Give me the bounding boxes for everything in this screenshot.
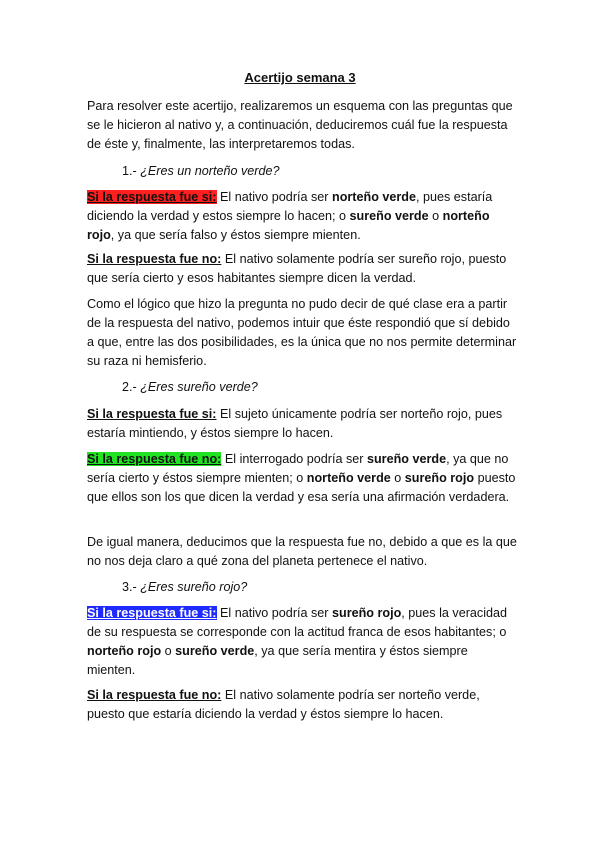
- q2-no-bold-3: sureño rojo: [404, 471, 475, 485]
- q3-no-paragraph: [87, 686, 517, 724]
- q2-no-text: El interrogado podría ser: [221, 452, 367, 466]
- q1-yes-text: o: [428, 209, 443, 223]
- question-1-number: 1.-: [122, 164, 137, 178]
- question-1: [122, 162, 280, 181]
- q3-yes-text: , pues la veracidad de su respuesta se corresponde con la actitud franca de esos habitantes; o: [87, 606, 508, 639]
- q3-yes-text: El nativo podría ser: [216, 606, 333, 620]
- q1-yes-bold-1: norteño verde: [332, 190, 416, 204]
- q1-yes-label: Si la respuesta fue si:: [87, 190, 217, 204]
- q3-yes-text: , ya que sería mentira y éstos siempre mienten.: [87, 644, 468, 677]
- question-3: [122, 578, 247, 597]
- q3-yes-paragraph: [87, 604, 517, 680]
- q2-no-bold-1: sureño verde: [366, 452, 447, 466]
- q1-no-text: El nativo solamente podría ser sureño rojo, puesto que sería cierto y esos habitantes siempre dicen la verdad.: [87, 252, 507, 285]
- question-3-text: ¿Eres sureño rojo?: [140, 580, 248, 594]
- q3-yes-bold-3: sureño verde: [175, 644, 255, 658]
- q2-no-text: o: [390, 471, 405, 485]
- q2-no-text: , ya que no sería cierto y éstos siempre mienten; o: [87, 452, 509, 485]
- question-2-text: ¿Eres sureño verde?: [140, 380, 258, 394]
- q1-no-paragraph: [87, 250, 517, 288]
- q1-yes-text: , pues estaría diciendo la verdad y estos siempre lo hacen; o: [87, 190, 493, 223]
- q1-no-label: Si la respuesta fue no:: [87, 252, 222, 266]
- question-2-number: 2.-: [122, 380, 137, 394]
- q1-yes-bold-3: norteño rojo: [87, 209, 490, 242]
- q2-no-bold-2: norteño verde: [306, 471, 391, 485]
- q2-no-paragraph: [87, 450, 517, 507]
- q2-conclusion: De igual manera, deducimos que la respuesta fue no, debido a que es la que no nos deja claro a qué zona del planeta pertenece el nativo.: [87, 535, 517, 568]
- q1-yes-text: El nativo podría ser: [216, 190, 333, 204]
- question-2: [122, 378, 258, 397]
- q1-conclusion: Como el lógico que hizo la pregunta no pudo decir de qué clase era a partir de la respuesta del nativo, podemos intuir que éste respondió que sí debido a que, entre las dos posibilidades, es la única que no nos permite determinar su raza ni hemisferio.: [87, 297, 517, 368]
- q3-yes-bold-1: sureño rojo: [332, 606, 402, 620]
- question-3-number: 3.-: [122, 580, 137, 594]
- q3-yes-label: Si la respuesta fue si:: [87, 606, 217, 620]
- q3-no-text: El nativo solamente podría ser norteño verde, puesto que estaría diciendo la verdad y éstos siempre lo hacen.: [87, 688, 480, 721]
- document-title: Acertijo semana 3: [244, 70, 356, 85]
- q3-yes-bold-2: norteño rojo: [87, 644, 162, 658]
- q2-yes-label: Si la respuesta fue si:: [87, 407, 217, 421]
- intro-paragraph: Para resolver este acertijo, realizaremos un esquema con las preguntas que se le hicieron al nativo y, a continuación, deduciremos cuál fue la respuesta de éste y, finalmente, las interpretaremos todas.: [87, 99, 513, 151]
- q1-yes-bold-2: sureño verde: [349, 209, 429, 223]
- q2-no-label: Si la respuesta fue no:: [87, 452, 222, 466]
- q1-yes-text: , ya que sería falso y éstos siempre mienten.: [110, 228, 361, 242]
- q1-yes-paragraph: [87, 188, 517, 245]
- q2-no-text: puesto que ellos son los que dicen la verdad y esa sería una afirmación verdadera.: [87, 471, 516, 504]
- q3-no-label: Si la respuesta fue no:: [87, 688, 222, 702]
- q2-yes-paragraph: [87, 405, 517, 443]
- q2-yes-text: El sujeto únicamente podría ser norteño rojo, pues estaría mintiendo, y éstos siempre lo hacen.: [87, 407, 503, 440]
- question-1-text: ¿Eres un norteño verde?: [140, 164, 280, 178]
- q3-yes-text: o: [161, 644, 176, 658]
